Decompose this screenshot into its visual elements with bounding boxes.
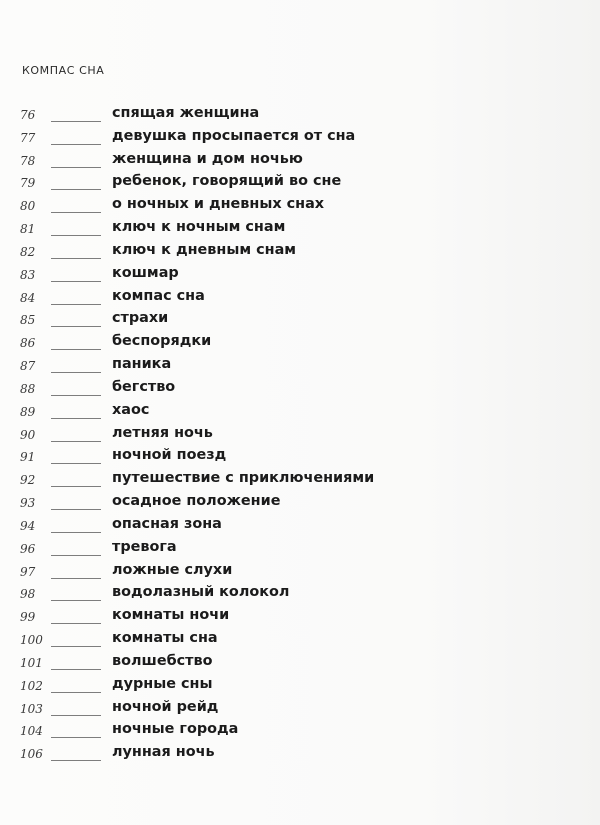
toc-leader-line [51,418,101,419]
toc-entry [0,584,600,607]
toc-page-number: 104 [20,724,43,739]
toc-leader-line [51,258,101,259]
toc-entry [0,653,600,676]
toc-entry [0,699,600,722]
toc-entry [0,356,600,379]
toc-entry [0,128,600,151]
toc-page-number: 77 [20,130,36,145]
toc-entry-title: ключ к ночным снам [112,219,286,236]
toc-page-number: 102 [20,678,43,693]
toc-leader-line [51,669,101,670]
toc-entry-title: комнаты сна [112,630,218,647]
toc-page-number: 85 [20,313,36,328]
toc-page-number: 87 [20,359,36,374]
toc-entry [0,196,600,219]
toc-leader-line [51,304,101,305]
toc-entry-title: опасная зона [112,515,222,532]
toc-entry-title: комнаты ночи [112,607,230,624]
running-head: КОМПАС СНА [22,64,105,77]
toc-page-number: 83 [20,267,36,282]
toc-page-number: 101 [20,655,43,670]
toc-page-number: 89 [20,404,36,419]
toc-page-number: 96 [20,541,36,556]
toc-entry [0,493,600,516]
toc-entry [0,288,600,311]
toc-entry [0,721,600,744]
toc-entry-title: хаос [112,401,150,418]
toc-leader-line [51,463,101,464]
toc-entry [0,425,600,448]
toc-entry [0,539,600,562]
toc-leader-line [51,189,101,190]
toc-page-number: 97 [20,564,36,579]
toc-page-number: 106 [20,747,43,762]
toc-leader-line [51,486,101,487]
toc-entry-title: компас сна [112,287,205,304]
toc-entry [0,402,600,425]
toc-page-number: 93 [20,496,36,511]
toc-entry [0,333,600,356]
toc-entry-title: ночной поезд [112,447,227,464]
toc-leader-line [51,600,101,601]
toc-page-number: 91 [20,450,36,465]
toc-entry [0,516,600,539]
toc-entry-title: о ночных и дневных снах [112,196,325,213]
toc-entry-title: бегство [112,378,176,395]
toc-page-number: 84 [20,290,36,305]
toc-page-number: 99 [20,610,36,625]
toc-entry-title: путешествие с приключениями [112,470,375,487]
toc-leader-line [51,646,101,647]
toc-entry [0,676,600,699]
toc-leader-line [51,167,101,168]
toc-entry-title: ночные города [112,721,239,738]
toc-entry [0,310,600,333]
toc-entry-title: лунная ночь [112,744,215,761]
toc-entry [0,607,600,630]
toc-page-number: 88 [20,381,36,396]
toc-page-number: 94 [20,518,36,533]
toc-page-number: 103 [20,701,43,716]
toc-entry [0,105,600,128]
toc-leader-line [51,144,101,145]
toc-entry-title: ночной рейд [112,698,219,715]
toc-leader-line [51,715,101,716]
toc-entry-title: беспорядки [112,333,212,350]
toc-page-number: 100 [20,633,43,648]
toc-entry [0,562,600,585]
toc-leader-line [51,235,101,236]
toc-leader-line [51,349,101,350]
toc-entry-title: летняя ночь [112,424,213,441]
toc-page-number: 90 [20,427,36,442]
toc-entry [0,151,600,174]
toc-leader-line [51,372,101,373]
toc-entry-title: ключ к дневным снам [112,241,297,258]
toc-entry [0,470,600,493]
toc-entry [0,219,600,242]
toc-entry-title: спящая женщина [112,105,260,121]
toc-entry-title: паника [112,356,172,373]
toc-page-number: 82 [20,244,36,259]
toc-entry-title: тревога [112,538,177,555]
toc-entry-title: страхи [112,310,169,327]
toc-entry-title: кошмар [112,264,179,281]
toc-leader-line [51,692,101,693]
toc-leader-line [51,578,101,579]
toc-leader-line [51,395,101,396]
toc-entry [0,242,600,265]
toc-entry-title: ложные слухи [112,561,233,578]
toc-entry-title: женщина и дом ночью [112,150,303,167]
toc-leader-line [51,121,101,122]
toc-leader-line [51,326,101,327]
toc-leader-line [51,760,101,761]
toc-entry-title: ребенок, говорящий во сне [112,173,342,190]
toc-leader-line [51,509,101,510]
toc-entry-title: дурные сны [112,675,213,692]
table-of-contents [0,105,600,767]
toc-page-number: 81 [20,222,36,237]
toc-page-number: 92 [20,473,36,488]
toc-leader-line [51,532,101,533]
toc-entry [0,447,600,470]
toc-entry [0,173,600,196]
toc-entry [0,630,600,653]
toc-entry-title: водолазный колокол [112,584,290,601]
toc-leader-line [51,281,101,282]
toc-entry [0,265,600,288]
toc-leader-line [51,441,101,442]
toc-page-number: 98 [20,587,36,602]
toc-entry-title: девушка просыпается от сна [112,127,356,144]
toc-entry [0,379,600,402]
toc-page-number: 78 [20,153,36,168]
toc-leader-line [51,737,101,738]
toc-entry-title: волшебство [112,652,213,669]
toc-entry-title: осадное положение [112,493,281,510]
toc-page-number: 76 [20,108,36,122]
toc-page-number: 79 [20,176,36,191]
toc-entry [0,744,600,767]
toc-leader-line [51,212,101,213]
toc-leader-line [51,555,101,556]
toc-leader-line [51,623,101,624]
toc-page-number: 80 [20,199,36,214]
toc-page-number: 86 [20,336,36,351]
